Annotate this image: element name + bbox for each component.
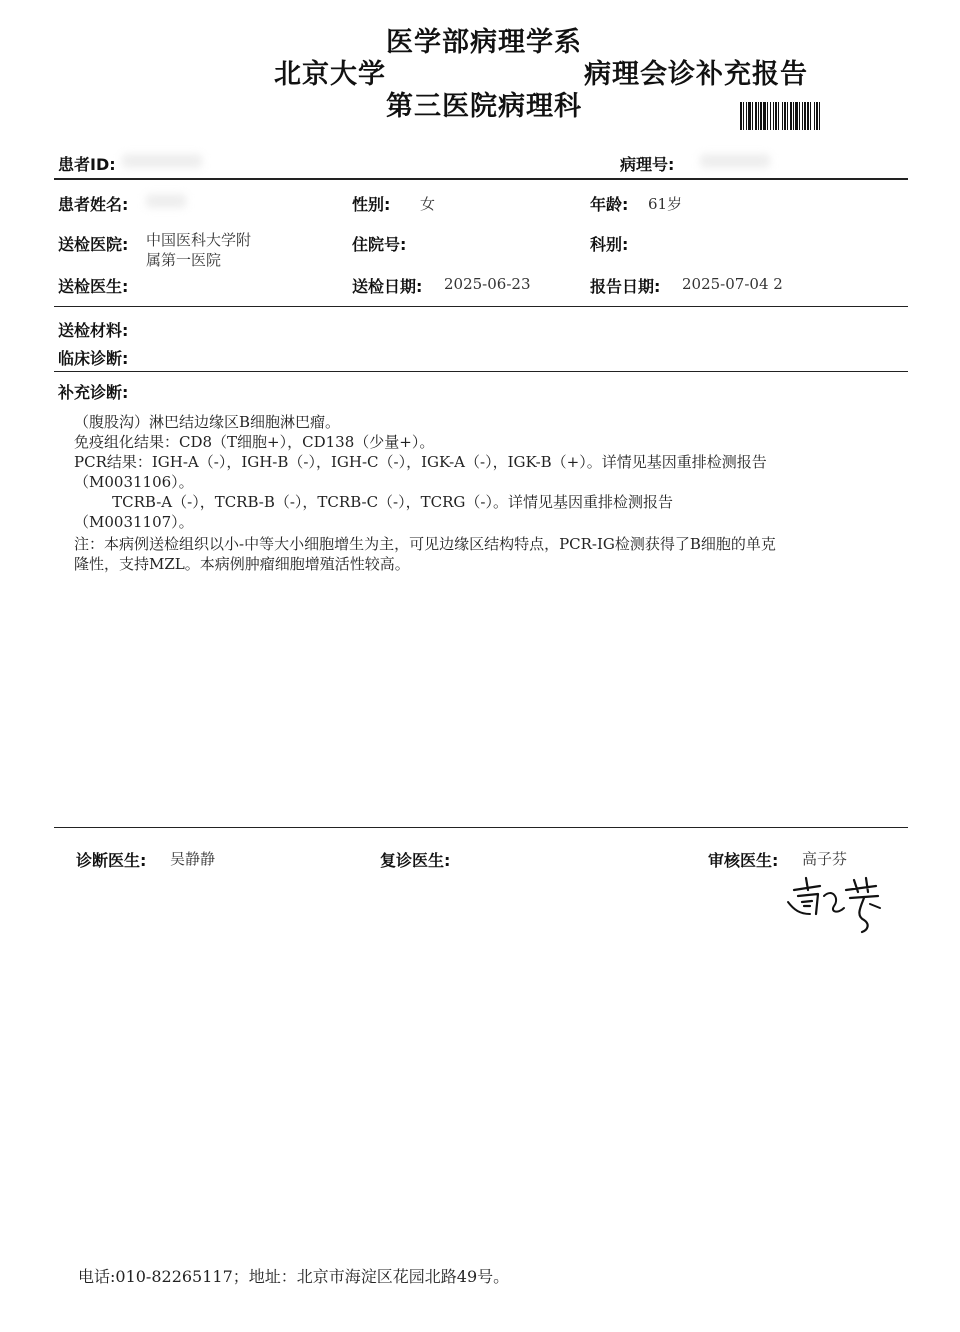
report-title: 病理会诊补充报告 bbox=[584, 59, 808, 90]
sex-label: 性别: bbox=[352, 195, 391, 214]
sex-value: 女 bbox=[420, 195, 436, 213]
supplementary-diagnosis-label: 补充诊断: bbox=[58, 383, 129, 402]
diagnosis-line: PCR结果：IGH-A（-），IGH-B（-），IGH-C（-），IGK-A（-），IGK-B（+）。详情见基因重排检测报告 bbox=[74, 453, 767, 471]
report-date-label: 报告日期: bbox=[590, 277, 661, 296]
diagnosis-line: （M0031107）。 bbox=[74, 513, 194, 531]
material-label: 送检材料: bbox=[58, 321, 129, 340]
age-value: 61岁 bbox=[648, 195, 683, 213]
divider-mid bbox=[54, 306, 908, 307]
audit-doctor-value: 高子芬 bbox=[802, 850, 848, 868]
sending-date-label: 送检日期: bbox=[352, 277, 423, 296]
diagnosis-line: 隆性，支持MZL。本病例肿瘤细胞增殖活性较高。 bbox=[74, 555, 410, 573]
patient-id-label: 患者ID: bbox=[58, 155, 116, 174]
diagnosis-line: （腹股沟）淋巴结边缘区B细胞淋巴瘤。 bbox=[74, 413, 341, 431]
divider-signoff bbox=[54, 827, 908, 828]
hospital-line: 第三医院病理科 bbox=[386, 91, 582, 122]
report-date-value: 2025-07-04 2 bbox=[682, 275, 783, 293]
sending-doctor-label: 送检医生: bbox=[58, 277, 129, 296]
sending-hospital-line1: 中国医科大学附 bbox=[146, 231, 252, 249]
divider-top bbox=[54, 178, 908, 180]
footer-contact: 电话:010-82265117；地址：北京市海淀区花园北路49号。 bbox=[78, 1267, 510, 1286]
admission-no-label: 住院号: bbox=[352, 235, 407, 254]
diagnosis-line: 注：本病例送检组织以小-中等大小细胞增生为主，可见边缘区结构特点，PCR-IG检测获得了B细胞的单克 bbox=[74, 535, 776, 553]
department-label: 科别: bbox=[590, 235, 629, 254]
sending-hospital-label: 送检医院: bbox=[58, 235, 129, 254]
patient-name-redacted bbox=[146, 194, 186, 208]
university-name: 北京大学 bbox=[274, 59, 386, 90]
review-doctor-label: 复诊医生: bbox=[380, 851, 451, 870]
handwritten-signature bbox=[780, 868, 900, 938]
pathology-no-label: 病理号: bbox=[620, 155, 675, 174]
clinical-diagnosis-label: 临床诊断: bbox=[58, 349, 129, 368]
barcode bbox=[740, 102, 886, 130]
dept-line: 医学部病理学系 bbox=[386, 27, 582, 58]
diagnosing-doctor-label: 诊断医生: bbox=[76, 851, 147, 870]
sending-hospital-line2: 属第一医院 bbox=[146, 251, 222, 269]
audit-doctor-label: 审核医生: bbox=[708, 851, 779, 870]
pathology-no-redacted bbox=[700, 154, 770, 168]
diagnosis-line: TCRB-A（-），TCRB-B（-），TCRB-C（-），TCRG（-）。详情见基因重排检测报告 bbox=[74, 493, 673, 511]
age-label: 年龄: bbox=[590, 195, 629, 214]
patient-name-label: 患者姓名: bbox=[58, 195, 129, 214]
patient-id-redacted bbox=[122, 154, 202, 168]
diagnosis-line: （M0031106）。 bbox=[74, 473, 194, 491]
diagnosing-doctor-value: 吴静静 bbox=[170, 850, 216, 868]
divider-diagnosis bbox=[54, 371, 908, 372]
diagnosis-line: 免疫组化结果：CD8（T细胞+），CD138（少量+）。 bbox=[74, 433, 435, 451]
sending-date-value: 2025-06-23 bbox=[444, 275, 531, 293]
